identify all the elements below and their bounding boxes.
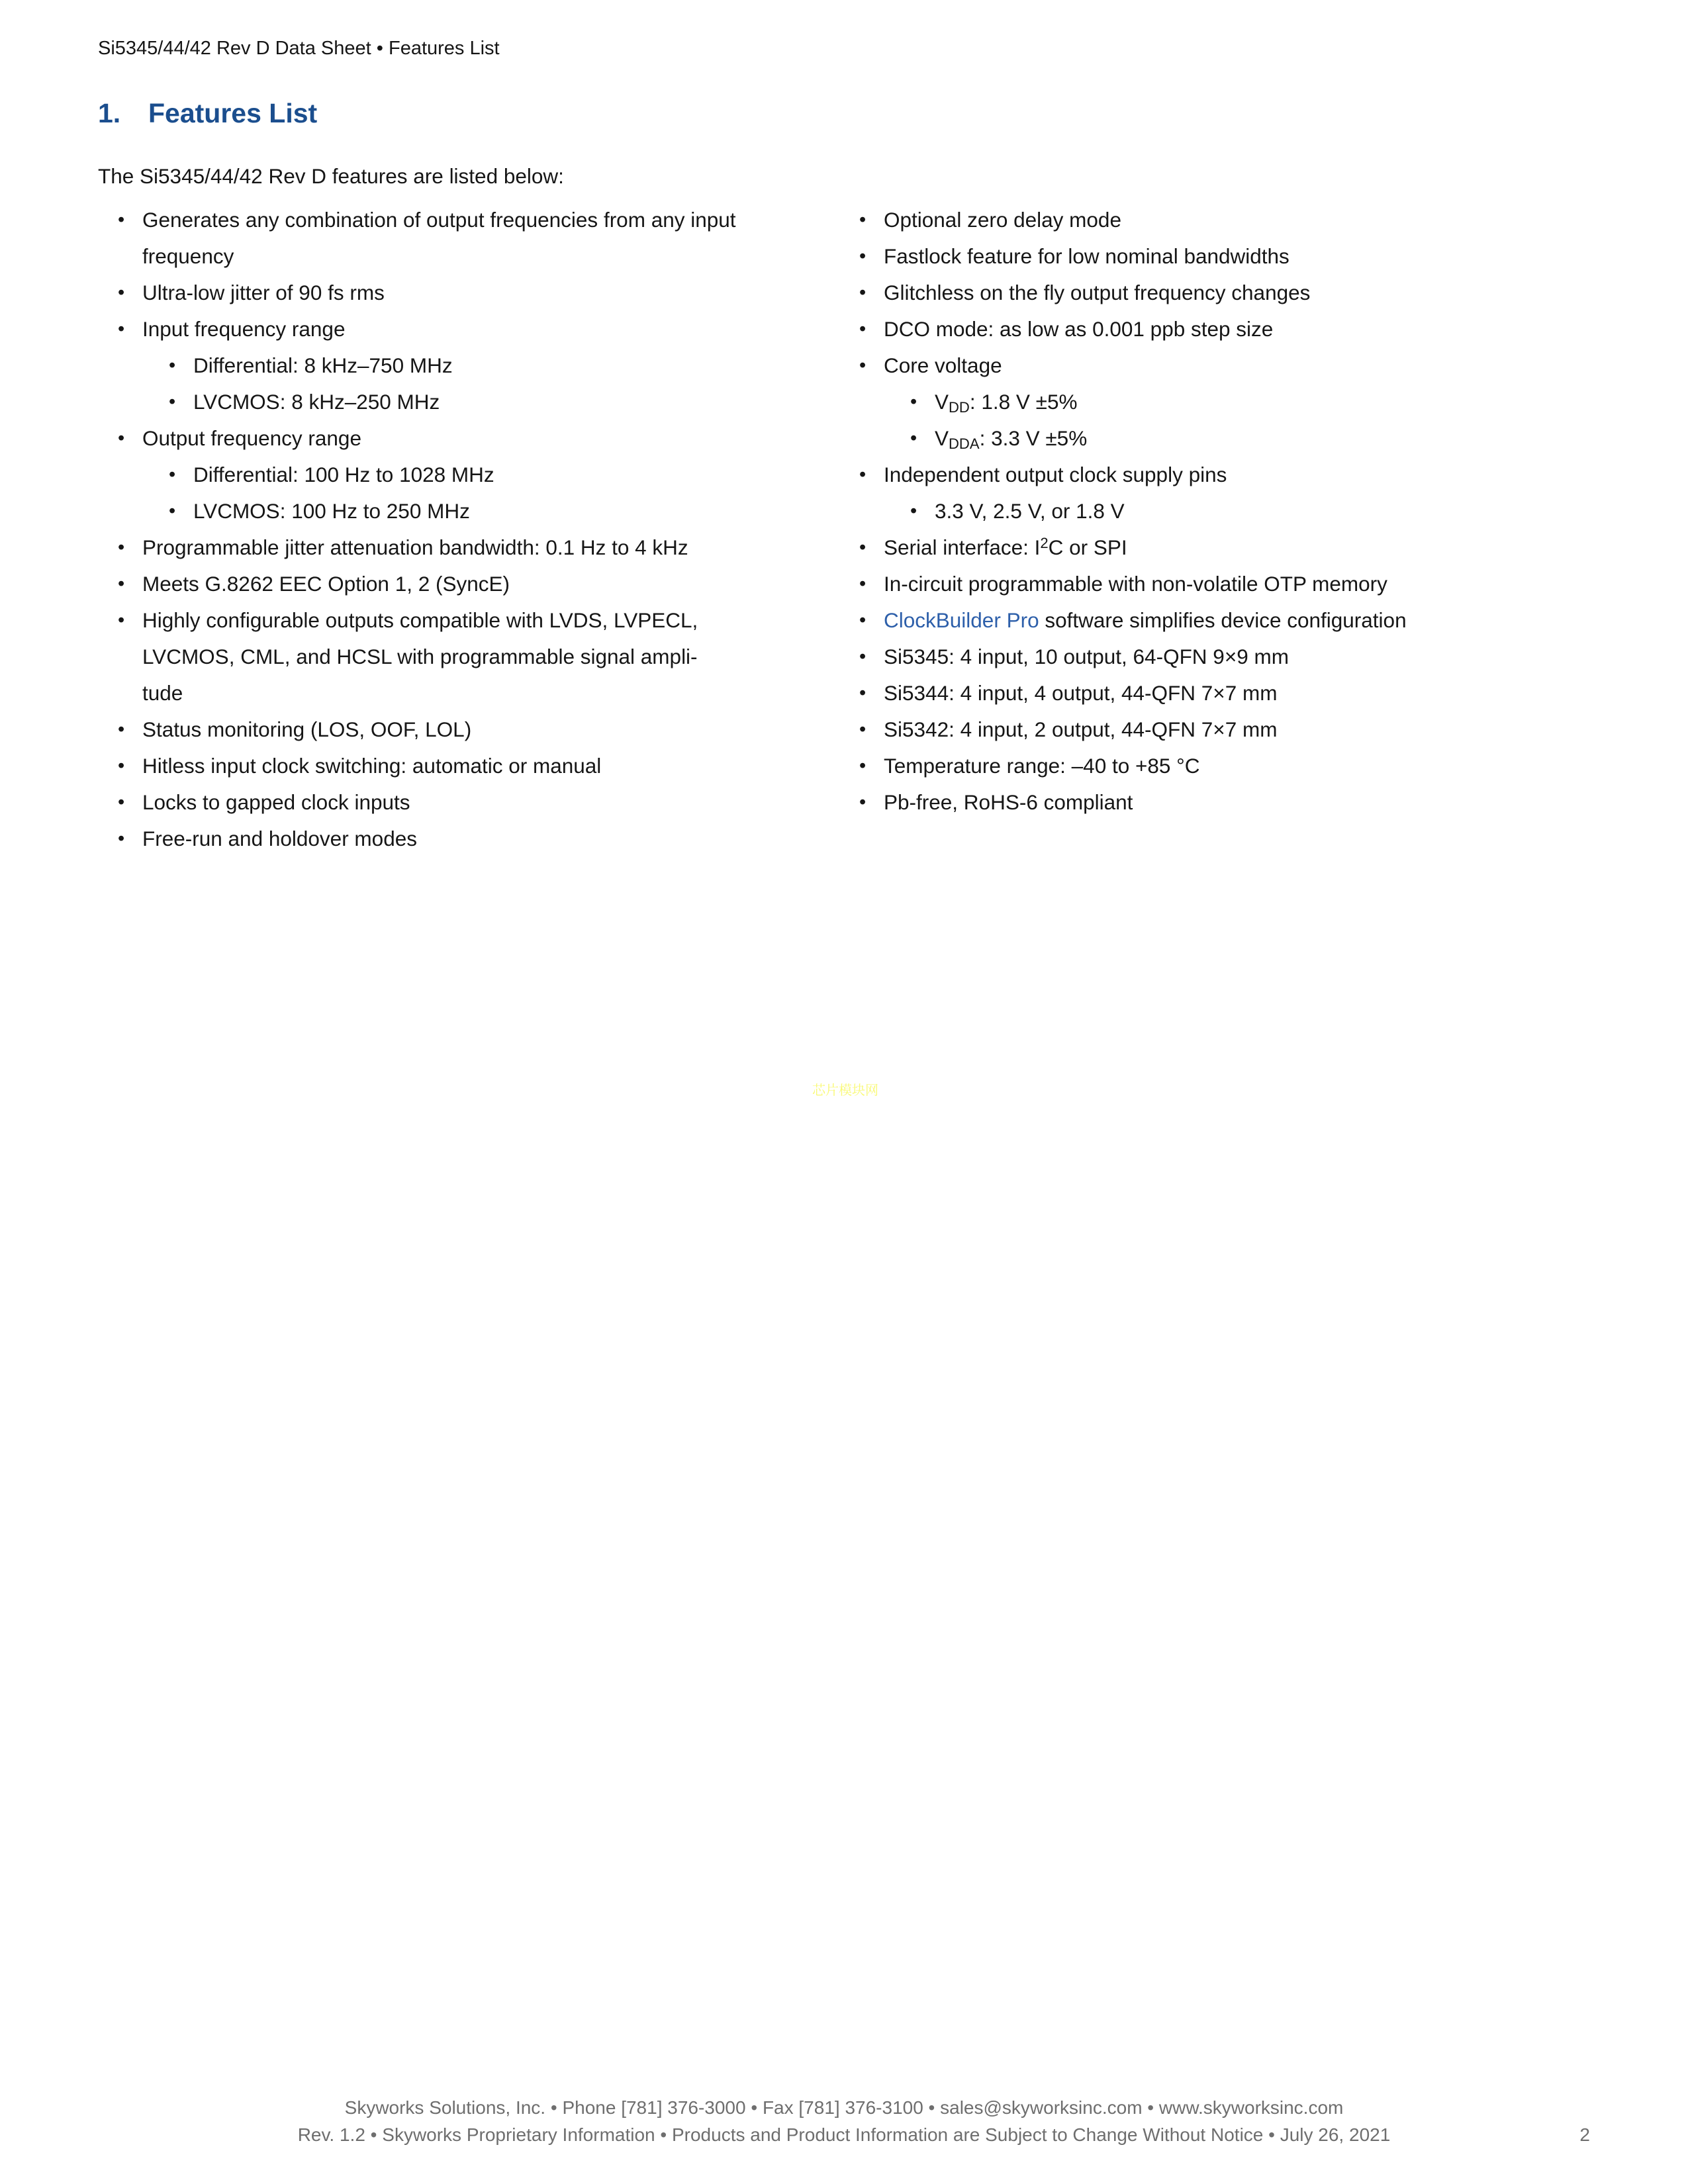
feature-item	[859, 311, 1538, 347]
page-footer	[0, 2097, 1688, 2146]
bullet-icon: •	[910, 428, 917, 449]
feature-text: DCO mode: as low as 0.001 ppb step size	[884, 317, 1274, 341]
feature-item	[859, 529, 1538, 566]
footer-contact-line: Skyworks Solutions, Inc. • Phone [781] 376-3000 • Fax [781] 376-3100 • sales@skyworksinc.com • www.skyworksinc.com	[344, 2097, 1344, 2118]
feature-text: Ultra-low jitter of 90 fs rms	[142, 281, 385, 304]
features-column-left	[118, 202, 780, 857]
watermark-text: 芯片模块网	[812, 1083, 878, 1098]
bullet-icon: •	[118, 792, 125, 813]
feature-item	[859, 675, 1538, 711]
feature-item	[910, 420, 1538, 457]
feature-text: Si5342: 4 input, 2 output, 44-QFN 7×7 mm	[884, 717, 1278, 741]
feature-text: Programmable jitter attenuation bandwidth: 0.1 Hz to 4 kHz	[142, 535, 688, 559]
bullet-icon: •	[910, 500, 917, 522]
sup-text: 2	[1040, 535, 1049, 552]
bullet-icon: •	[118, 282, 125, 303]
feature-text: Pb-free, RoHS-6 compliant	[884, 790, 1133, 814]
feature-item	[169, 347, 780, 384]
feature-text: Meets G.8262 EEC Option 1, 2 (SyncE)	[142, 572, 510, 596]
feature-item	[118, 311, 780, 347]
feature-item	[859, 639, 1538, 675]
feature-text: Glitchless on the fly output frequency changes	[884, 281, 1311, 304]
feature-text: Highly configurable outputs compatible with LVDS, LVPECL, LVCMOS, CML, and HCSL with programmable signal ampli- tude	[142, 608, 698, 705]
feature-item	[118, 821, 780, 857]
feature-item	[859, 748, 1538, 784]
feature-text: $V_{DD}$: 1.8 V ±5%	[935, 390, 1078, 416]
bullet-icon: •	[859, 209, 867, 230]
feature-text: Core voltage	[884, 353, 1002, 377]
feature-item	[859, 275, 1538, 311]
feature-text: Differential: 100 Hz to 1028 MHz	[193, 463, 494, 486]
feature-text: Si5344: 4 input, 4 output, 44-QFN 7×7 mm	[884, 681, 1278, 705]
feature-item	[118, 202, 780, 275]
feature-item	[910, 384, 1538, 420]
feature-item	[859, 602, 1538, 639]
feature-text: Serial interface: $I^2C$ or SPI	[884, 535, 1127, 559]
feature-item	[859, 784, 1538, 821]
feature-text: Status monitoring (LOS, OOF, LOL)	[142, 717, 472, 741]
feature-item	[118, 784, 780, 821]
bullet-icon: •	[169, 500, 176, 522]
bullet-icon: •	[118, 537, 125, 558]
bullet-icon: •	[859, 355, 867, 376]
feature-item	[118, 602, 780, 711]
bullet-icon: •	[118, 755, 125, 776]
feature-text: Optional zero delay mode	[884, 208, 1121, 232]
feature-text: Si5345: 4 input, 10 output, 64-QFN 9×9 mm	[884, 645, 1289, 668]
feature-item	[859, 202, 1538, 238]
feature-item	[859, 566, 1538, 602]
feature-item	[118, 420, 780, 457]
feature-text: 3.3 V, 2.5 V, or 1.8 V	[935, 499, 1125, 523]
bullet-icon: •	[910, 391, 917, 412]
feature-text: ClockBuilder Pro software simplifies device configuration	[884, 608, 1407, 632]
feature-text: Hitless input clock switching: automatic or manual	[142, 754, 602, 778]
feature-item	[169, 384, 780, 420]
bullet-icon: •	[859, 246, 867, 267]
footer-legal-line: Rev. 1.2 • Skyworks Proprietary Information • Products and Product Information are Subject to Change Without Notice • July 26, 2021	[297, 2124, 1391, 2145]
sub-text: DD	[949, 398, 970, 416]
feature-text: Temperature range: –40 to +85 °C	[884, 754, 1200, 778]
bullet-icon: •	[859, 282, 867, 303]
bullet-icon: •	[169, 355, 176, 376]
bullet-icon: •	[859, 792, 867, 813]
bullet-icon: •	[118, 610, 125, 631]
section-title-text: Features List	[148, 98, 318, 128]
section-number: 1.	[98, 98, 121, 128]
feature-item	[910, 493, 1538, 529]
bullet-icon: •	[859, 464, 867, 485]
feature-item	[118, 529, 780, 566]
feature-item	[169, 457, 780, 493]
bullet-icon: •	[118, 573, 125, 594]
bullet-icon: •	[859, 646, 867, 667]
feature-text: LVCMOS: 100 Hz to 250 MHz	[193, 499, 470, 523]
bullet-icon: •	[859, 719, 867, 740]
feature-text: In-circuit programmable with non-volatile OTP memory	[884, 572, 1387, 596]
bullet-icon: •	[859, 318, 867, 340]
feature-text: Fastlock feature for low nominal bandwidths	[884, 244, 1289, 268]
bullet-icon: •	[118, 428, 125, 449]
feature-text: Locks to gapped clock inputs	[142, 790, 410, 814]
feature-text: Independent output clock supply pins	[884, 463, 1227, 486]
bullet-icon: •	[169, 464, 176, 485]
bullet-icon: •	[859, 537, 867, 558]
page-number: 2	[1579, 2124, 1590, 2145]
bullet-icon: •	[118, 209, 125, 230]
intro-text: The Si5345/44/42 Rev D features are listed below:	[98, 164, 564, 188]
feature-item	[859, 347, 1538, 384]
feature-text: Output frequency range	[142, 426, 361, 450]
bullet-icon: •	[859, 755, 867, 776]
feature-item	[118, 566, 780, 602]
feature-item	[859, 238, 1538, 275]
bullet-icon: •	[118, 318, 125, 340]
feature-text: Differential: 8 kHz–750 MHz	[193, 353, 453, 377]
feature-text: LVCMOS: 8 kHz–250 MHz	[193, 390, 440, 414]
document-header: Si5345/44/42 Rev D Data Sheet • Features List	[98, 38, 500, 59]
feature-text: $V_{DDA}$: 3.3 V ±5%	[935, 426, 1088, 452]
feature-item	[169, 493, 780, 529]
feature-text: Input frequency range	[142, 317, 346, 341]
bullet-icon: •	[118, 719, 125, 740]
bullet-icon: •	[118, 828, 125, 849]
bullet-icon: •	[859, 682, 867, 704]
features-column-right	[859, 202, 1538, 821]
feature-item	[859, 711, 1538, 748]
feature-item	[118, 748, 780, 784]
feature-text: Generates any combination of output frequencies from any input frequency	[142, 208, 736, 268]
bullet-icon: •	[859, 573, 867, 594]
feature-item	[859, 457, 1538, 493]
section-title	[98, 98, 317, 128]
feature-text: Free-run and holdover modes	[142, 827, 417, 850]
bullet-icon: •	[859, 610, 867, 631]
bullet-icon: •	[169, 391, 176, 412]
sub-text: DDA	[949, 435, 980, 452]
feature-item	[118, 275, 780, 311]
feature-item	[118, 711, 780, 748]
clockbuilder-pro-link[interactable]: ClockBuilder Pro	[884, 608, 1039, 632]
